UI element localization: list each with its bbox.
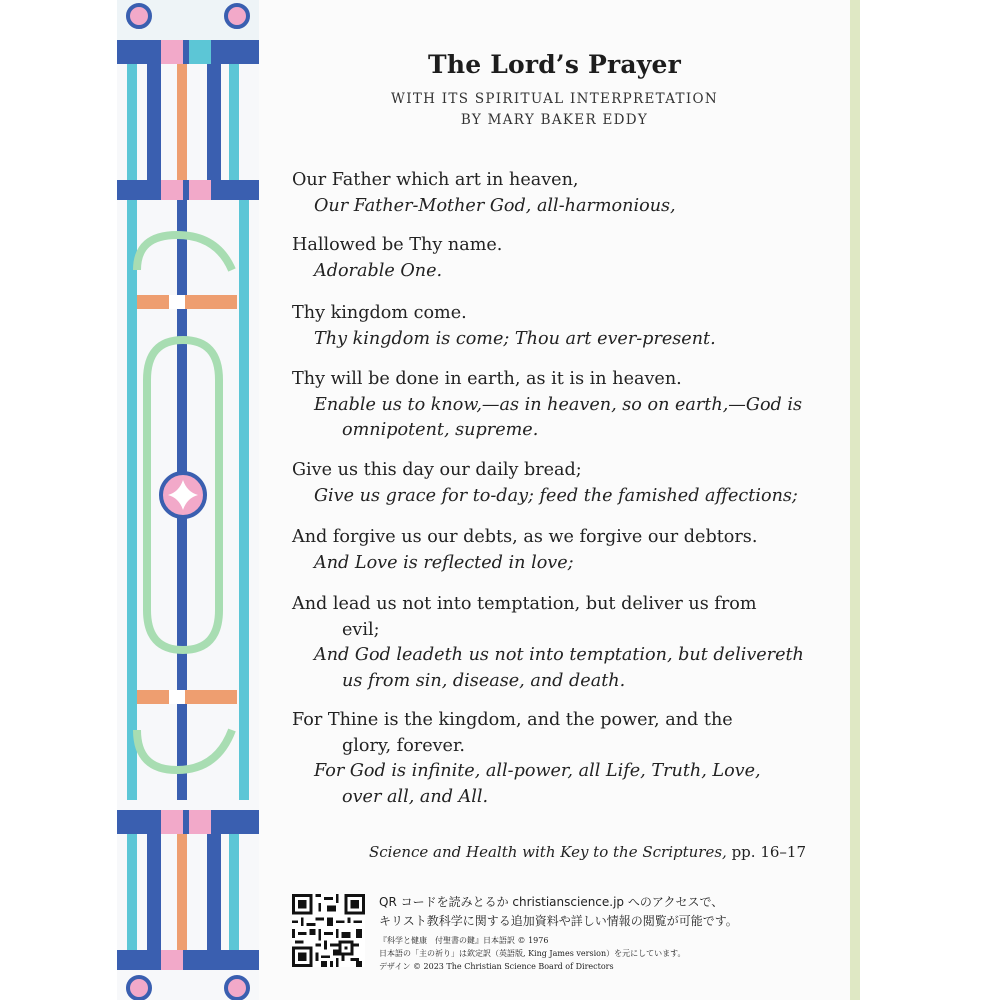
footer-kjv-note: 日本語の「主の祈り」は欽定訳（英語版, King James version）を元にしています。 [379, 949, 686, 958]
footer-copyright-translation: 『科学と健康 付聖書の鍵』日本語訳 © 1976 [379, 936, 549, 945]
stanza-7 [292, 592, 832, 694]
interpretation-line: over all, and All. [342, 786, 489, 807]
prayer-line: And forgive us our debts, as we forgive our debtors. [292, 527, 758, 547]
qr-code-icon[interactable] [292, 894, 365, 967]
footer-qr-description: キリスト教科学に関する追加資料や詳しい情報の閲覧が可能です。 [379, 914, 738, 928]
stanza-3 [292, 301, 832, 352]
page-title: The Lord’s Prayer [428, 50, 681, 79]
prayer-line: Our Father which art in heaven, [292, 170, 579, 190]
card-edge [850, 0, 860, 1000]
stanza-4 [292, 367, 832, 444]
prayer-content [259, 0, 850, 1000]
stanza-1 [292, 168, 832, 219]
source-citation [369, 843, 806, 861]
prayer-line: Give us this day our daily bread; [292, 460, 582, 480]
interpretation-line: Our Father-Mother God, all-harmonious, [314, 195, 676, 216]
prayer-line: For Thine is the kingdom, and the power, and the [292, 710, 733, 730]
interpretation-line: Adorable One. [314, 260, 443, 281]
citation-title: Science and Health with Key to the Scriptures, [368, 843, 727, 861]
prayer-line: Hallowed be Thy name. [292, 235, 503, 255]
prayer-line: glory, forever. [342, 735, 466, 756]
stanza-5 [292, 458, 832, 509]
prayer-line: Thy will be done in earth, as it is in heaven. [292, 369, 682, 389]
interpretation-line: And Love is reflected in love; [314, 552, 574, 573]
prayer-line: evil; [342, 619, 380, 640]
prayer-line: And lead us not into temptation, but deliver us from [292, 594, 757, 614]
interpretation-line: For God is infinite, all-power, all Life, Truth, Love, [314, 761, 761, 781]
subtitle-line-1: WITH ITS SPIRITUAL INTERPRETATION [391, 91, 718, 107]
interpretation-line: omnipotent, supreme. [342, 420, 539, 440]
stanza-8 [292, 708, 832, 810]
interpretation-line: Thy kingdom is come; Thou art ever-present. [314, 328, 716, 349]
interpretation-line: Give us grace for to-day; feed the famished affections; [314, 485, 798, 506]
stanza-2 [292, 233, 832, 284]
subtitle-line-2: BY MARY BAKER EDDY [460, 112, 649, 128]
interpretation-line: us from sin, disease, and death. [342, 670, 626, 691]
footer-qr-instructions: QR コードを読みとるか christianscience.jp へのアクセスで、 [379, 895, 724, 909]
footer-design-copyright: デザイン © 2023 The Christian Science Board of Directors [379, 962, 614, 971]
prayer-line: Thy kingdom come. [292, 303, 467, 323]
interpretation-line: And God leadeth us not into temptation, but delivereth [314, 645, 804, 665]
citation-pages: pp. 16–17 [731, 843, 806, 861]
stanza-6 [292, 525, 832, 576]
interpretation-line: Enable us to know,—as in heaven, so on earth,—God is [314, 394, 803, 415]
stained-glass-border [117, 0, 259, 1000]
